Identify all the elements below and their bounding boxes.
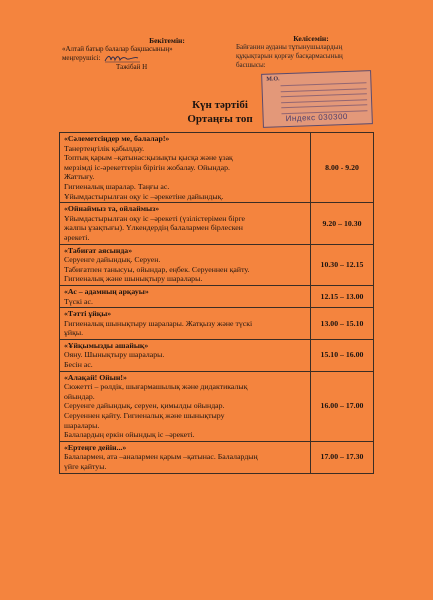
activity-cell (60, 371, 311, 441)
table-row (60, 203, 374, 244)
approval-name: Тажібай Н (116, 63, 148, 71)
time-cell: 8.00 - 9.20 (311, 133, 374, 203)
activity-title: «Ойнаймыз та, ойлаймыз» (64, 204, 160, 214)
activity-cell (60, 244, 311, 285)
activity-description-line: Ояну. Шынықтыру шаралары. (64, 350, 165, 360)
schedule-table (59, 132, 374, 474)
activity-cell (60, 133, 311, 203)
table-row (60, 244, 374, 285)
table-row (60, 441, 374, 473)
activity-description-line: Балалармен, ата –аналармен қарым –қатынас. Балалардың (64, 452, 258, 462)
activity-title: «Табиғат аясында» (64, 245, 133, 255)
title-line-1: Күн тәртібі (192, 99, 248, 111)
table-row (60, 133, 374, 203)
activity-description-line: мерзімді іс-әрекеттерін бірігін жобалау. Ойындар. (64, 162, 230, 172)
activity-description-line: жалпы ұзақтығы). Үлкендердің балалармен бірлескен (64, 223, 243, 233)
table-row (60, 339, 374, 371)
table-row (60, 308, 374, 340)
time-cell: 17.00 – 17.30 (311, 441, 374, 473)
approval-block-right (236, 34, 386, 70)
activity-description-line: Гигиеналық шаралар. Таңғы ас. (64, 181, 170, 191)
time-cell: 9.20 – 10.30 (311, 203, 374, 244)
activity-description-line: Бесін ас. (64, 360, 93, 370)
activity-description-line: Ұйымдастырылған оқу іс –әрекетіне дайындық. (64, 191, 224, 201)
activity-description-line: Балалардың еркін ойындық іс –әрекеті. (64, 430, 195, 440)
activity-description-line: Топтық қарым –қатынас:қызықты қысқа және ұзақ (64, 153, 233, 163)
agreement-dept-line-3: басшысы: (236, 61, 266, 69)
activity-description-line: Серуенге дайындық, серуен, қимылды ойындар. (64, 401, 225, 411)
activity-title: «Тәтті ұйқы» (64, 309, 112, 319)
time-cell: 10.30 – 12.15 (311, 244, 374, 285)
handwritten-signature (104, 54, 142, 63)
activity-description-line: Сюжетті – рөлдік, шығармашылық және дидактикалық (64, 382, 248, 392)
activity-description-line: Гигиеналық шынықтыру шаралары. Жатқызу және түскі (64, 318, 253, 328)
activity-cell (60, 441, 311, 473)
agreement-dept-line-2: құқықтарын қорғау басқармасының (236, 52, 343, 60)
approval-role: меңгерушісі: (62, 54, 101, 62)
table-row (60, 285, 374, 307)
table-row (60, 371, 374, 441)
stamp-index: Индекс 030300 (285, 111, 349, 124)
activity-cell (60, 308, 311, 340)
activity-description-line: үйге қайтуы. (64, 462, 107, 471)
activity-title: «Алақай! Ойын!» (64, 372, 127, 382)
agreement-dept-line-1: Байғанин ауданы тұтынушылардың (236, 43, 343, 51)
agreement-heading: Келісемін: (293, 34, 329, 43)
title-line-2: Ортаңғы топ (187, 113, 253, 125)
time-cell: 13.00 – 15.10 (311, 308, 374, 340)
activity-description-line: Ұйымдастырылған оқу іс –әрекеті (үзілістерімен бірге (64, 213, 246, 223)
activity-description-line: әрекеті. (64, 232, 90, 242)
activity-cell (60, 203, 311, 244)
activity-title: «Ас – адамның арқауы» (64, 286, 149, 296)
activity-description-line: ойындар. (64, 391, 95, 401)
time-cell: 15.10 – 16.00 (311, 339, 374, 371)
activity-title: «Ұйқымызды ашайық» (64, 340, 149, 350)
approval-heading: Бекітемін: (149, 36, 185, 45)
activity-description-line: Табиғатпен танысуы, ойындар, еңбек. Серуеннен қайту. (64, 264, 250, 274)
activity-description-line: Жаттығу. (64, 172, 95, 182)
stamp-text-lines (280, 79, 367, 115)
time-cell: 12.15 – 13.00 (311, 285, 374, 307)
stamp-label: М.О. (266, 76, 280, 83)
activity-description-line: Гигиеналық және шынықтыру шаралары. (64, 274, 203, 284)
activity-description-line: Танертеңгілік қабылдау. (64, 143, 145, 153)
activity-cell (60, 339, 311, 371)
approval-org: «Алтай батыр балалар бақшасының» (62, 45, 173, 53)
time-cell: 16.00 – 17.00 (311, 371, 374, 441)
activity-description-line: ұйқы. (64, 328, 84, 338)
page-title (150, 98, 290, 126)
activity-title: «Сәлеметсіңдер ме, балалар!» (64, 134, 170, 143)
activity-description-line: Серуеннен қайту. Гигиеналық және шынықтыру (64, 411, 225, 421)
activity-title: «Ертеңге дейін...» (64, 442, 127, 452)
activity-cell (60, 285, 311, 307)
signature-row (62, 54, 232, 63)
activity-description-line: Түскі ас. (64, 296, 93, 306)
activity-description-line: шаралары. (64, 420, 100, 430)
activity-description-line: Серуенге дайындық. Серуен. (64, 255, 161, 265)
approval-block-left (62, 36, 232, 72)
